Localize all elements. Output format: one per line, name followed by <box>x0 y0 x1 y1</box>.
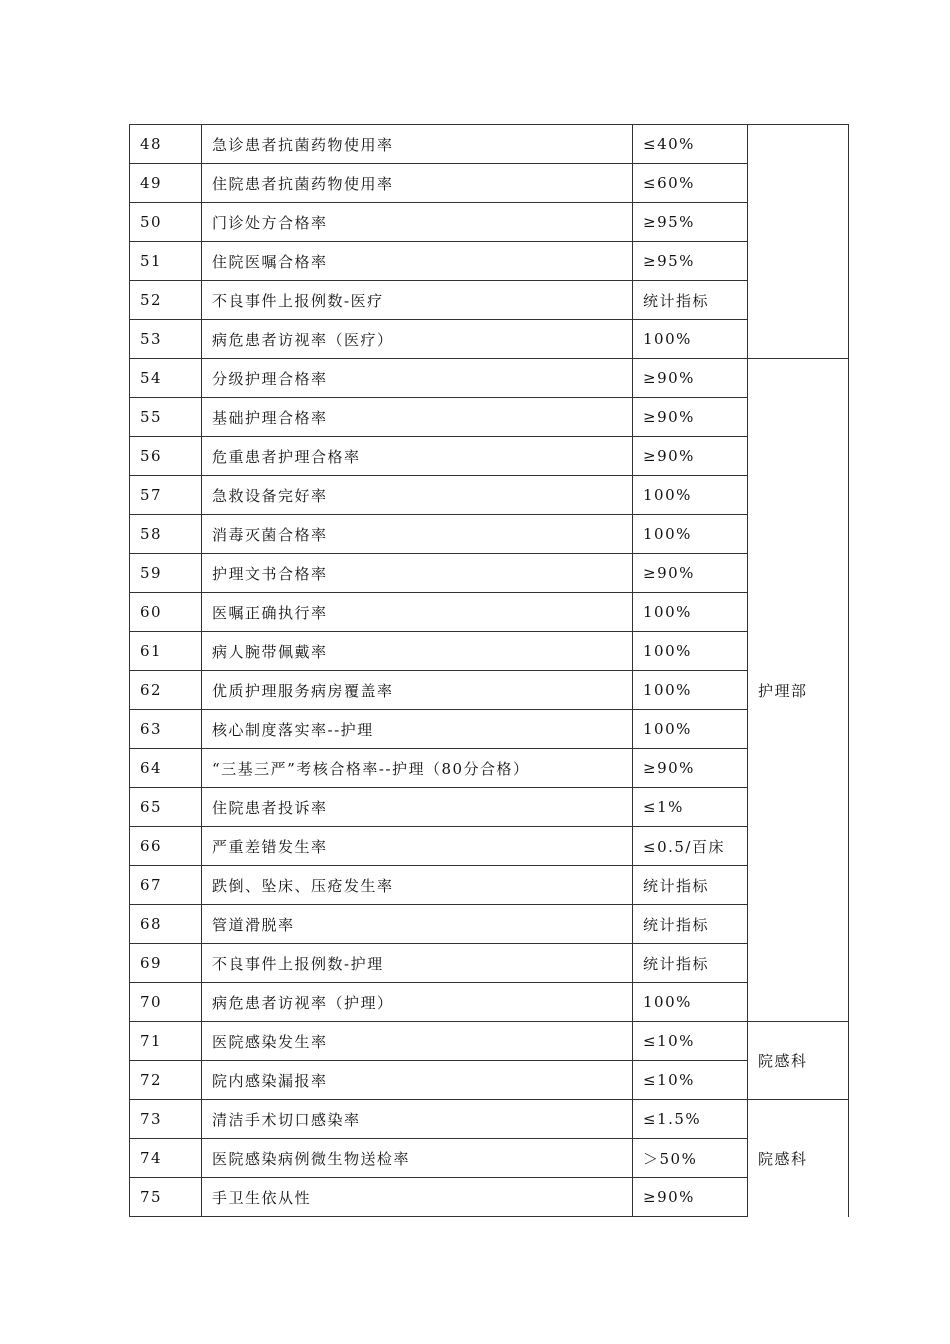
indicator-target: 100% <box>633 476 748 515</box>
indicator-name: 门诊处方合格率 <box>202 203 633 242</box>
indicator-target: 统计指标 <box>633 944 748 983</box>
table-row <box>130 242 849 281</box>
indicator-name: 医嘱正确执行率 <box>202 593 633 632</box>
table-row <box>130 944 849 983</box>
responsible-department: 院感科 <box>748 1100 849 1217</box>
indicator-target: 统计指标 <box>633 866 748 905</box>
indicator-name: 院内感染漏报率 <box>202 1061 633 1100</box>
row-number: 74 <box>130 1139 202 1178</box>
indicator-name: 优质护理服务病房覆盖率 <box>202 671 633 710</box>
row-number: 55 <box>130 398 202 437</box>
indicator-name: “三基三严”考核合格率--护理（80分合格） <box>202 749 633 788</box>
indicator-target: ≥90% <box>633 437 748 476</box>
indicator-name: 严重差错发生率 <box>202 827 633 866</box>
indicator-name: 急诊患者抗菌药物使用率 <box>202 125 633 164</box>
indicator-target: 100% <box>633 515 748 554</box>
table-row <box>130 320 849 359</box>
table-row <box>130 437 849 476</box>
indicator-name: 病危患者访视率（医疗） <box>202 320 633 359</box>
row-number: 53 <box>130 320 202 359</box>
indicator-target: 统计指标 <box>633 905 748 944</box>
indicator-target: ≤60% <box>633 164 748 203</box>
row-number: 66 <box>130 827 202 866</box>
indicator-name: 急救设备完好率 <box>202 476 633 515</box>
indicator-table <box>129 124 849 1217</box>
indicator-target: 100% <box>633 710 748 749</box>
table-row <box>130 788 849 827</box>
responsible-department: 护理部 <box>748 359 849 1022</box>
indicator-target: 100% <box>633 593 748 632</box>
indicator-target: ≥90% <box>633 1178 748 1217</box>
indicator-target: 100% <box>633 632 748 671</box>
indicator-target: 100% <box>633 320 748 359</box>
indicator-target: ≥95% <box>633 203 748 242</box>
row-number: 59 <box>130 554 202 593</box>
table-row <box>130 983 849 1022</box>
table-row <box>130 827 849 866</box>
table-row <box>130 281 849 320</box>
indicator-name: 住院医嘱合格率 <box>202 242 633 281</box>
indicator-name: 管道滑脱率 <box>202 905 633 944</box>
indicator-target: ≤1% <box>633 788 748 827</box>
indicator-name: 住院患者抗菌药物使用率 <box>202 164 633 203</box>
indicator-target: 100% <box>633 983 748 1022</box>
indicator-name: 住院患者投诉率 <box>202 788 633 827</box>
indicator-target: ≥90% <box>633 359 748 398</box>
indicator-name: 不良事件上报例数-护理 <box>202 944 633 983</box>
indicator-name: 基础护理合格率 <box>202 398 633 437</box>
row-number: 70 <box>130 983 202 1022</box>
indicator-name: 护理文书合格率 <box>202 554 633 593</box>
row-number: 58 <box>130 515 202 554</box>
indicator-name: 不良事件上报例数-医疗 <box>202 281 633 320</box>
row-number: 73 <box>130 1100 202 1139</box>
table-row <box>130 1022 849 1061</box>
row-number: 63 <box>130 710 202 749</box>
indicator-target: ≥90% <box>633 554 748 593</box>
table-row <box>130 515 849 554</box>
indicator-name: 清洁手术切口感染率 <box>202 1100 633 1139</box>
indicator-target: ≤0.5/百床 <box>633 827 748 866</box>
indicator-name: 核心制度落实率--护理 <box>202 710 633 749</box>
table-row <box>130 1100 849 1139</box>
row-number: 75 <box>130 1178 202 1217</box>
indicator-name: 消毒灭菌合格率 <box>202 515 633 554</box>
row-number: 71 <box>130 1022 202 1061</box>
indicator-target: ≥90% <box>633 398 748 437</box>
indicator-name: 医院感染发生率 <box>202 1022 633 1061</box>
indicator-target: ≥90% <box>633 749 748 788</box>
row-number: 48 <box>130 125 202 164</box>
indicator-name: 跌倒、坠床、压疮发生率 <box>202 866 633 905</box>
table-row <box>130 632 849 671</box>
row-number: 50 <box>130 203 202 242</box>
row-number: 57 <box>130 476 202 515</box>
table-row <box>130 905 849 944</box>
row-number: 49 <box>130 164 202 203</box>
row-number: 61 <box>130 632 202 671</box>
table-row <box>130 1061 849 1100</box>
row-number: 64 <box>130 749 202 788</box>
row-number: 65 <box>130 788 202 827</box>
table-row <box>130 125 849 164</box>
row-number: 52 <box>130 281 202 320</box>
indicator-target: ≥95% <box>633 242 748 281</box>
responsible-department <box>748 125 849 359</box>
indicator-target: ≤1.5% <box>633 1100 748 1139</box>
indicator-target: ＞50% <box>633 1139 748 1178</box>
indicator-table-body <box>130 125 849 1217</box>
row-number: 51 <box>130 242 202 281</box>
indicator-target: 100% <box>633 671 748 710</box>
table-row <box>130 554 849 593</box>
table-row <box>130 203 849 242</box>
table-row <box>130 1139 849 1178</box>
table-row <box>130 593 849 632</box>
table-row <box>130 476 849 515</box>
row-number: 69 <box>130 944 202 983</box>
row-number: 62 <box>130 671 202 710</box>
table-row <box>130 866 849 905</box>
row-number: 68 <box>130 905 202 944</box>
table-row <box>130 671 849 710</box>
indicator-name: 病人腕带佩戴率 <box>202 632 633 671</box>
table-row <box>130 398 849 437</box>
table-row <box>130 749 849 788</box>
table-row <box>130 164 849 203</box>
indicator-target: ≤10% <box>633 1061 748 1100</box>
indicator-name: 医院感染病例微生物送检率 <box>202 1139 633 1178</box>
row-number: 56 <box>130 437 202 476</box>
row-number: 67 <box>130 866 202 905</box>
indicator-name: 危重患者护理合格率 <box>202 437 633 476</box>
indicator-name: 手卫生依从性 <box>202 1178 633 1217</box>
table-row <box>130 1178 849 1217</box>
row-number: 54 <box>130 359 202 398</box>
table-row <box>130 359 849 398</box>
row-number: 60 <box>130 593 202 632</box>
row-number: 72 <box>130 1061 202 1100</box>
indicator-name: 分级护理合格率 <box>202 359 633 398</box>
indicator-target: ≤40% <box>633 125 748 164</box>
indicator-target: 统计指标 <box>633 281 748 320</box>
table-row <box>130 710 849 749</box>
indicator-target: ≤10% <box>633 1022 748 1061</box>
indicator-name: 病危患者访视率（护理） <box>202 983 633 1022</box>
responsible-department: 院感科 <box>748 1022 849 1100</box>
